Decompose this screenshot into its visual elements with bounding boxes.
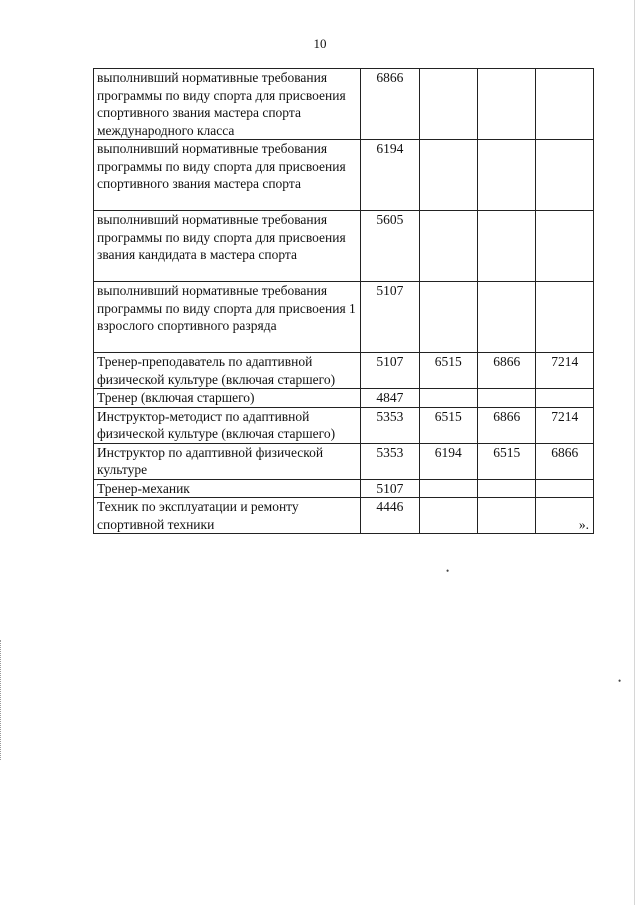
salary-value	[536, 479, 594, 498]
salary-value: 6866	[478, 353, 536, 389]
table-row	[94, 353, 594, 389]
salary-value: 5107	[361, 353, 419, 389]
salary-value	[478, 479, 536, 498]
salary-value	[478, 69, 536, 140]
salary-value: 6866	[361, 69, 419, 140]
salary-value	[419, 211, 477, 282]
salary-value	[536, 282, 594, 353]
position-name: выполнивший нормативные требования программы по виду спорта для присвоения звания кандидата в мастера спорта	[94, 211, 361, 282]
salary-value: 5107	[361, 479, 419, 498]
salary-value: 4847	[361, 389, 419, 408]
salary-value: 6515	[419, 353, 477, 389]
salary-value	[478, 498, 536, 534]
position-name: Инструктор по адаптивной физической культуре	[94, 443, 361, 479]
salary-value	[536, 211, 594, 282]
table-row	[94, 69, 594, 140]
salary-value	[478, 282, 536, 353]
position-name: выполнивший нормативные требования программы по виду спорта для присвоения спортивного звания мастера спорта	[94, 140, 361, 211]
position-name: Тренер-преподаватель по адаптивной физической культуре (включая старшего)	[94, 353, 361, 389]
scan-speck: •	[446, 566, 450, 576]
table-row	[94, 389, 594, 408]
position-name: Тренер-механик	[94, 479, 361, 498]
position-name: Инструктор-методист по адаптивной физической культуре (включая старшего)	[94, 407, 361, 443]
salary-value: 6194	[419, 443, 477, 479]
table-row	[94, 479, 594, 498]
table-row	[94, 282, 594, 353]
position-name: выполнивший нормативные требования программы по виду спорта для присвоения 1 взрослого спортивного разряда	[94, 282, 361, 353]
last-value-cell	[536, 498, 594, 534]
salary-value: 6866	[536, 443, 594, 479]
salary-value	[478, 211, 536, 282]
table-row	[94, 140, 594, 211]
table-row	[94, 211, 594, 282]
salary-value: 7214	[536, 407, 594, 443]
salary-value: 7214	[536, 353, 594, 389]
table-body	[94, 69, 594, 534]
salary-value: 5107	[361, 282, 419, 353]
salary-value	[419, 69, 477, 140]
position-name: выполнивший нормативные требования программы по виду спорта для присвоения спортивного звания мастера спорта международного класса	[94, 69, 361, 140]
salary-value	[536, 140, 594, 211]
salary-value	[419, 140, 477, 211]
table-row	[94, 498, 594, 534]
table-row	[94, 443, 594, 479]
salary-table	[93, 68, 594, 534]
salary-value: 4446	[361, 498, 419, 534]
salary-value: 6866	[478, 407, 536, 443]
salary-value	[419, 498, 477, 534]
salary-value: 5605	[361, 211, 419, 282]
salary-value: 6515	[478, 443, 536, 479]
scan-edge-right	[634, 0, 636, 905]
salary-value: 5353	[361, 407, 419, 443]
salary-value: 6194	[361, 140, 419, 211]
position-name: Техник по эксплуатации и ремонту спортивной техники	[94, 498, 361, 534]
salary-value	[419, 389, 477, 408]
salary-value: 5353	[361, 443, 419, 479]
closing-quote-mark: ».	[578, 516, 589, 532]
salary-value	[478, 140, 536, 211]
scan-edge-left	[0, 640, 3, 760]
page-number: 10	[313, 36, 327, 51]
scan-speck: •	[618, 676, 622, 686]
salary-value	[478, 389, 536, 408]
table-row	[94, 407, 594, 443]
position-name: Тренер (включая старшего)	[94, 389, 361, 408]
salary-value	[419, 282, 477, 353]
salary-value: 6515	[419, 407, 477, 443]
salary-value	[536, 69, 594, 140]
salary-value	[536, 389, 594, 408]
salary-value	[419, 479, 477, 498]
